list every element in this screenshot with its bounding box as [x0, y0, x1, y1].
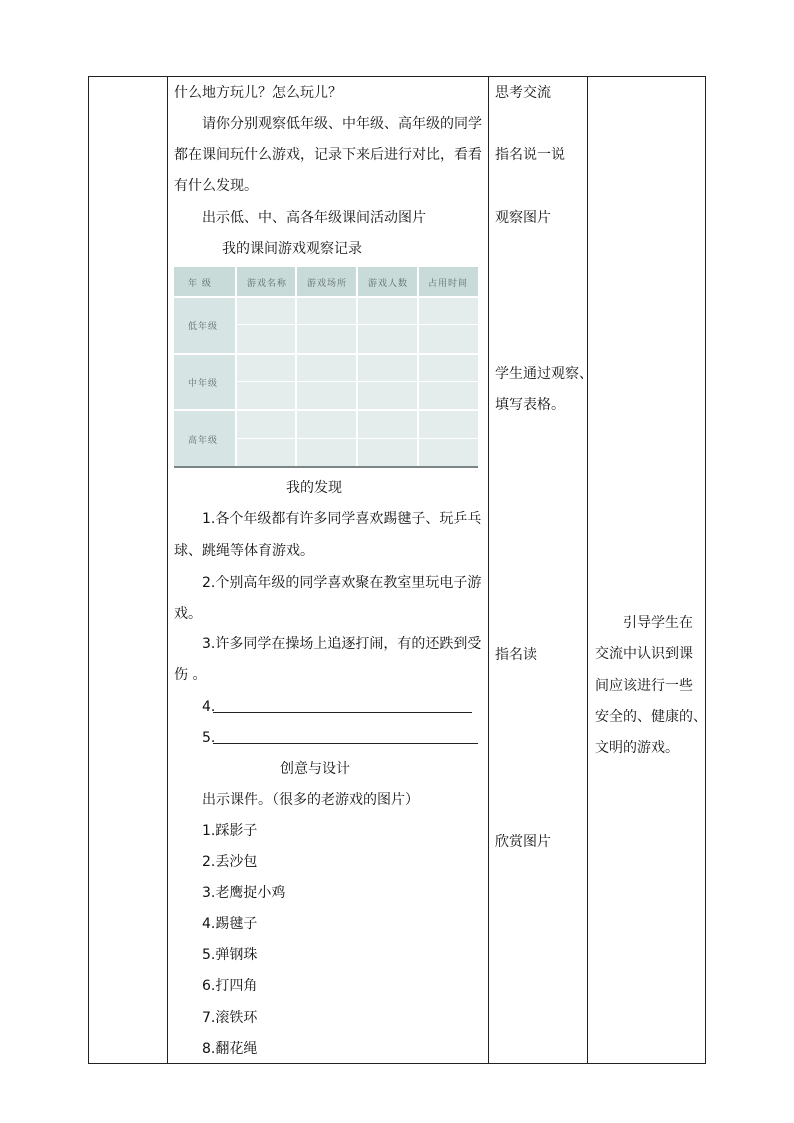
game-item: 5.弹钢珠 — [202, 947, 258, 963]
student-activity: 观察图片 — [495, 210, 551, 226]
game-item: 3.老鹰捉小鸡 — [202, 885, 286, 901]
grade-low: 低年级 — [188, 322, 219, 332]
header-game-place: 游戏场所 — [307, 279, 348, 289]
design-title: 创意与设计 — [280, 761, 350, 777]
game-item: 8.翻花绳 — [202, 1041, 258, 1057]
finding-line: 戏。 — [174, 606, 202, 622]
game-item: 6.打四角 — [202, 978, 258, 994]
finding-line: 伤 。 — [174, 667, 207, 683]
game-item: 4.踢毽子 — [202, 916, 258, 932]
blank-line — [213, 712, 472, 713]
student-activity: 指名读 — [495, 647, 537, 663]
game-item: 2.丢沙包 — [202, 854, 258, 870]
finding-line: 1.各个年级都有许多同学喜欢踢毽子、玩乒乓 — [202, 511, 482, 527]
blank-item-label: 4. — [202, 699, 216, 715]
game-item: 7.滚铁环 — [202, 1010, 258, 1026]
header-grade: 年 级 — [188, 279, 212, 289]
student-activity: 欣赏图片 — [495, 834, 551, 850]
design-intent: 安全的、健康的、 — [595, 709, 707, 725]
design-intent: 交流中认识到课 — [595, 646, 693, 662]
header-game-players: 游戏人数 — [368, 279, 409, 289]
finding-line: 3.许多同学在操场上追逐打闹，有的还跌到受 — [202, 636, 482, 652]
design-intro: 出示课件。（很多的老游戏的图片） — [202, 792, 419, 808]
observation-table — [174, 267, 478, 468]
blank-line — [213, 743, 478, 744]
grade-middle: 中年级 — [188, 379, 219, 389]
column-divider — [488, 76, 489, 1064]
student-activity: 学生通过观察、 — [495, 366, 593, 382]
instruction-line: 有什么发现。 — [174, 178, 258, 194]
blank-item-label: 5. — [202, 730, 216, 746]
student-activity: 思考交流 — [495, 85, 551, 101]
instruction-line: 都在课间玩什么游戏，记录下来后进行对比，看看 — [174, 147, 482, 163]
header-time-used: 占用时间 — [428, 279, 469, 289]
show-pictures-line: 出示低、中、高各年级课间活动图片 — [202, 210, 426, 226]
student-activity: 指名说一说 — [495, 147, 565, 163]
question-line: 什么地方玩儿？怎么玩儿？ — [174, 85, 342, 101]
design-intent: 间应该进行一些 — [595, 678, 693, 694]
finding-line: 2.个别高年级的同学喜欢聚在教室里玩电子游 — [202, 575, 482, 591]
design-intent: 引导学生在 — [623, 615, 693, 631]
instruction-line: 请你分别观察低年级、中年级、高年级的同学 — [202, 116, 482, 132]
design-intent: 文明的游戏。 — [595, 740, 679, 756]
finding-line: 球、跳绳等体育游戏。 — [174, 543, 314, 559]
findings-title: 我的发现 — [286, 480, 342, 496]
observation-record-title: 我的课间游戏观察记录 — [222, 241, 362, 257]
header-game-name: 游戏名称 — [247, 279, 288, 289]
student-activity: 填写表格。 — [495, 397, 565, 413]
game-item: 1.踩影子 — [202, 823, 258, 839]
grade-high: 高年级 — [188, 436, 219, 446]
column-divider — [587, 76, 588, 1064]
column-divider — [167, 76, 168, 1064]
